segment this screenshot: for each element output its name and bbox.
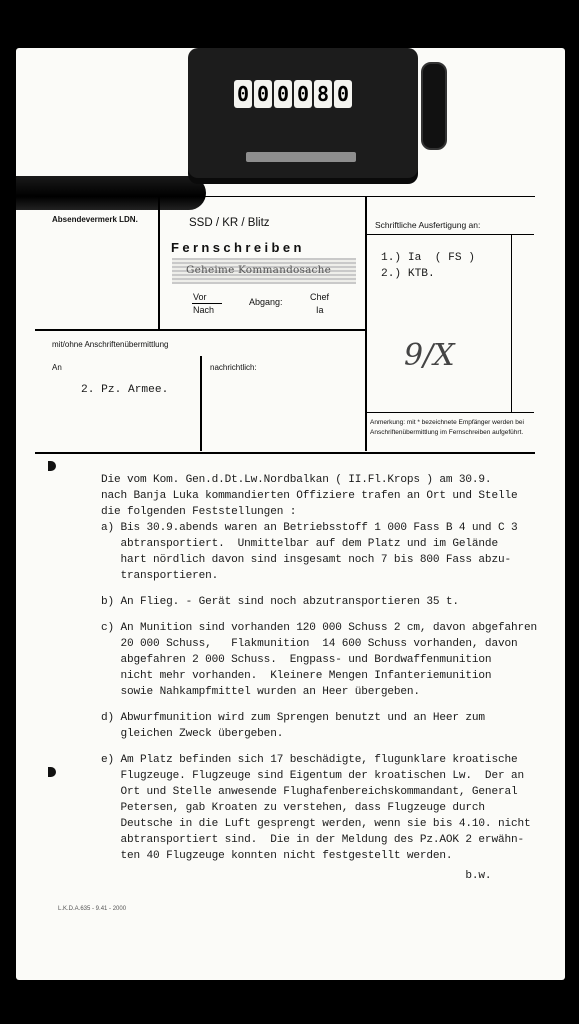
- body-line: transportieren.: [101, 570, 219, 582]
- ausfertigung-recipient: 1.) Ia ( FS ): [381, 252, 475, 264]
- classification-stamp: Geheime Kommandosache: [186, 264, 332, 276]
- body-line: die folgenden Feststellungen :: [101, 506, 297, 518]
- body-line: abtransportiert. Unmittelbar auf dem Platz und im Gelände: [101, 538, 498, 550]
- counter-cable: [16, 176, 206, 210]
- form-bottom-line: [35, 452, 535, 454]
- form-top-line: [35, 196, 535, 197]
- an-label: An: [52, 363, 62, 372]
- counter-digit: 0: [234, 80, 252, 108]
- body-line: c) An Munition sind vorhanden 120 000 Schuss 2 cm, davon abgefahren: [101, 622, 537, 634]
- body-line: hart nördlich davon sind insgesamt noch 7 bis 800 Fass abzu-: [101, 554, 511, 566]
- form-divider: [366, 412, 534, 413]
- counter-plate: [246, 152, 356, 162]
- vor-nach-rule: [192, 303, 222, 304]
- ausfertigung-recipient: 2.) KTB.: [381, 268, 435, 280]
- absendevermerk-label: Absendevermerk LDN.: [52, 215, 138, 224]
- body-line: nach Banja Luka kommandierten Offiziere trafen an Ort und Stelle: [101, 490, 518, 502]
- nachrichtlich-label: nachrichtlich:: [210, 363, 257, 372]
- body-line: nicht mehr vorhanden. Kleinere Mengen Infanteriemunition: [101, 670, 492, 682]
- body-line: ten 40 Flugzeuge konnten nicht festgestellt werden.: [101, 850, 453, 862]
- body-line: d) Abwurfmunition wird zum Sprengen benutzt und an Heer zum: [101, 712, 485, 724]
- body-line: Die vom Kom. Gen.d.Dt.Lw.Nordbalkan ( II.Fl.Krops ) am 30.9.: [101, 474, 492, 486]
- body-line: b.w.: [101, 870, 492, 882]
- counter-digit: 8: [314, 80, 332, 108]
- form-divider: [511, 234, 512, 412]
- classification-stamp-box: [172, 258, 356, 284]
- counter-digit: 0: [254, 80, 272, 108]
- form-divider: [35, 329, 365, 331]
- ia-label: Ia: [316, 305, 324, 315]
- chef-label: Chef: [310, 292, 330, 302]
- form-divider: [366, 234, 534, 235]
- body-line: sowie Nahkampfmittel wurden an Heer übergeben.: [101, 686, 420, 698]
- body-line: gleichen Zweck übergeben.: [101, 728, 284, 740]
- counter-digit: 0: [294, 80, 312, 108]
- body-line: a) Bis 30.9.abends waren an Betriebsstoff 1 000 Fass B 4 und C 3: [101, 522, 518, 534]
- anschriften-label: mit/ohne Anschriftenübermittlung: [52, 340, 169, 349]
- body-line: Petersen, gab Kroaten zu verstehen, dass Flugzeuge durch: [101, 802, 485, 814]
- routing-line: SSD / KR / Blitz: [189, 217, 270, 229]
- abgang-label: Abgang:: [249, 297, 283, 307]
- vor-label: Vor: [193, 292, 207, 302]
- counter-digits: [234, 80, 352, 110]
- anmerkung-note: Anschriftenübermittlung im Fernschreiben aufgeführt.: [370, 429, 524, 436]
- counter-knob: [421, 62, 447, 150]
- addressee: 2. Pz. Armee.: [81, 384, 169, 396]
- schriftliche-ausfertigung-label: Schriftliche Ausfertigung an:: [375, 220, 481, 230]
- page-counter-device: [188, 48, 418, 178]
- handwritten-mark: 9/X: [404, 338, 455, 373]
- form-title: Fernschreiben: [171, 240, 305, 255]
- counter-digit: 0: [334, 80, 352, 108]
- body-line: e) Am Platz befinden sich 17 beschädigte, flugunklare kroatische: [101, 754, 518, 766]
- body-line: Ort und Stelle anwesende Flughafenbereichskommandant, General: [101, 786, 518, 798]
- form-divider: [158, 196, 160, 329]
- nach-label: Nach: [193, 305, 215, 315]
- print-code: L.K.D.A.635 - 9.41 - 2000: [58, 906, 127, 912]
- counter-digit: 0: [274, 80, 292, 108]
- body-line: Deutsche in die Luft gesprengt werden, wenn sie bis 4.10. nicht: [101, 818, 531, 830]
- body-line: 20 000 Schuss, Flakmunition 14 600 Schuss vorhanden, davon: [101, 638, 518, 650]
- body-line: abtransportiert sind. Die in der Meldung des Pz.AOK 2 erwähn-: [101, 834, 524, 846]
- form-divider: [200, 356, 202, 451]
- anmerkung-note: Anmerkung: mit * bezeichnete Empfänger werden bei: [370, 419, 524, 426]
- body-line: abgefahren 2 000 Schuss. Engpass- und Bordwaffenmunition: [101, 654, 492, 666]
- body-line: b) An Flieg. - Gerät sind noch abzutransportieren 35 t.: [101, 596, 459, 608]
- body-line: Flugzeuge. Flugzeuge sind Eigentum der kroatischen Lw. Der an: [101, 770, 524, 782]
